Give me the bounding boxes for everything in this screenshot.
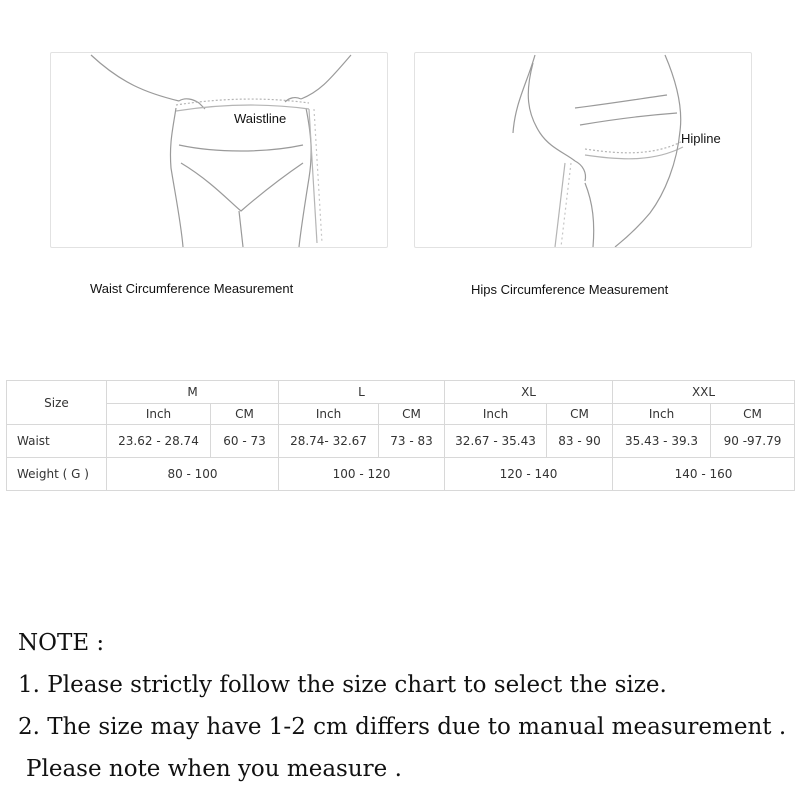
note-line-2: 2. The size may have 1-2 cm differs due to manual measurement . xyxy=(18,714,787,740)
waist-measurement-caption: Waist Circumference Measurement xyxy=(90,281,294,296)
size-header-row xyxy=(7,381,795,404)
unit-cm-xl: CM xyxy=(547,404,613,425)
hipline-label: Hipline xyxy=(681,131,721,146)
weight-xl: 120 - 140 xyxy=(445,458,613,491)
unit-header-row xyxy=(7,404,795,425)
waist-row-label: Waist xyxy=(7,425,107,458)
weight-xxl: 140 - 160 xyxy=(613,458,795,491)
note-line-3: Please note when you measure . xyxy=(26,756,402,782)
size-name-m: M xyxy=(107,381,279,404)
weight-row-label: Weight ( G ) xyxy=(7,458,107,491)
hips-illustration xyxy=(414,52,752,248)
weight-l: 100 - 120 xyxy=(279,458,445,491)
waist-inch-xxl: 35.43 - 39.3 xyxy=(613,425,711,458)
size-chart-table xyxy=(6,380,795,491)
unit-inch-l: Inch xyxy=(279,404,379,425)
unit-inch-m: Inch xyxy=(107,404,211,425)
waist-inch-l: 28.74- 32.67 xyxy=(279,425,379,458)
waist-cm-m: 60 - 73 xyxy=(211,425,279,458)
size-name-l: L xyxy=(279,381,445,404)
unit-cm-xxl: CM xyxy=(711,404,795,425)
hips-figure-drawing xyxy=(415,53,751,247)
note-line-1: 1. Please strictly follow the size chart to select the size. xyxy=(18,672,667,698)
unit-cm-m: CM xyxy=(211,404,279,425)
waist-inch-xl: 32.67 - 35.43 xyxy=(445,425,547,458)
size-header-cell: Size xyxy=(7,381,107,425)
waistline-label: Waistline xyxy=(234,111,287,126)
waist-row xyxy=(7,425,795,458)
unit-cm-l: CM xyxy=(379,404,445,425)
weight-row xyxy=(7,458,795,491)
waist-cm-l: 73 - 83 xyxy=(379,425,445,458)
weight-m: 80 - 100 xyxy=(107,458,279,491)
waist-cm-xxl: 90 -97.79 xyxy=(711,425,795,458)
note-title: NOTE : xyxy=(18,630,105,656)
hips-measurement-caption: Hips Circumference Measurement xyxy=(471,282,669,297)
waist-inch-m: 23.62 - 28.74 xyxy=(107,425,211,458)
waist-illustration xyxy=(50,52,388,248)
waist-cm-xl: 83 - 90 xyxy=(547,425,613,458)
unit-inch-xxl: Inch xyxy=(613,404,711,425)
unit-inch-xl: Inch xyxy=(445,404,547,425)
waist-figure-drawing xyxy=(51,53,387,247)
size-name-xxl: XXL xyxy=(613,381,795,404)
size-name-xl: XL xyxy=(445,381,613,404)
note-section xyxy=(18,622,793,790)
